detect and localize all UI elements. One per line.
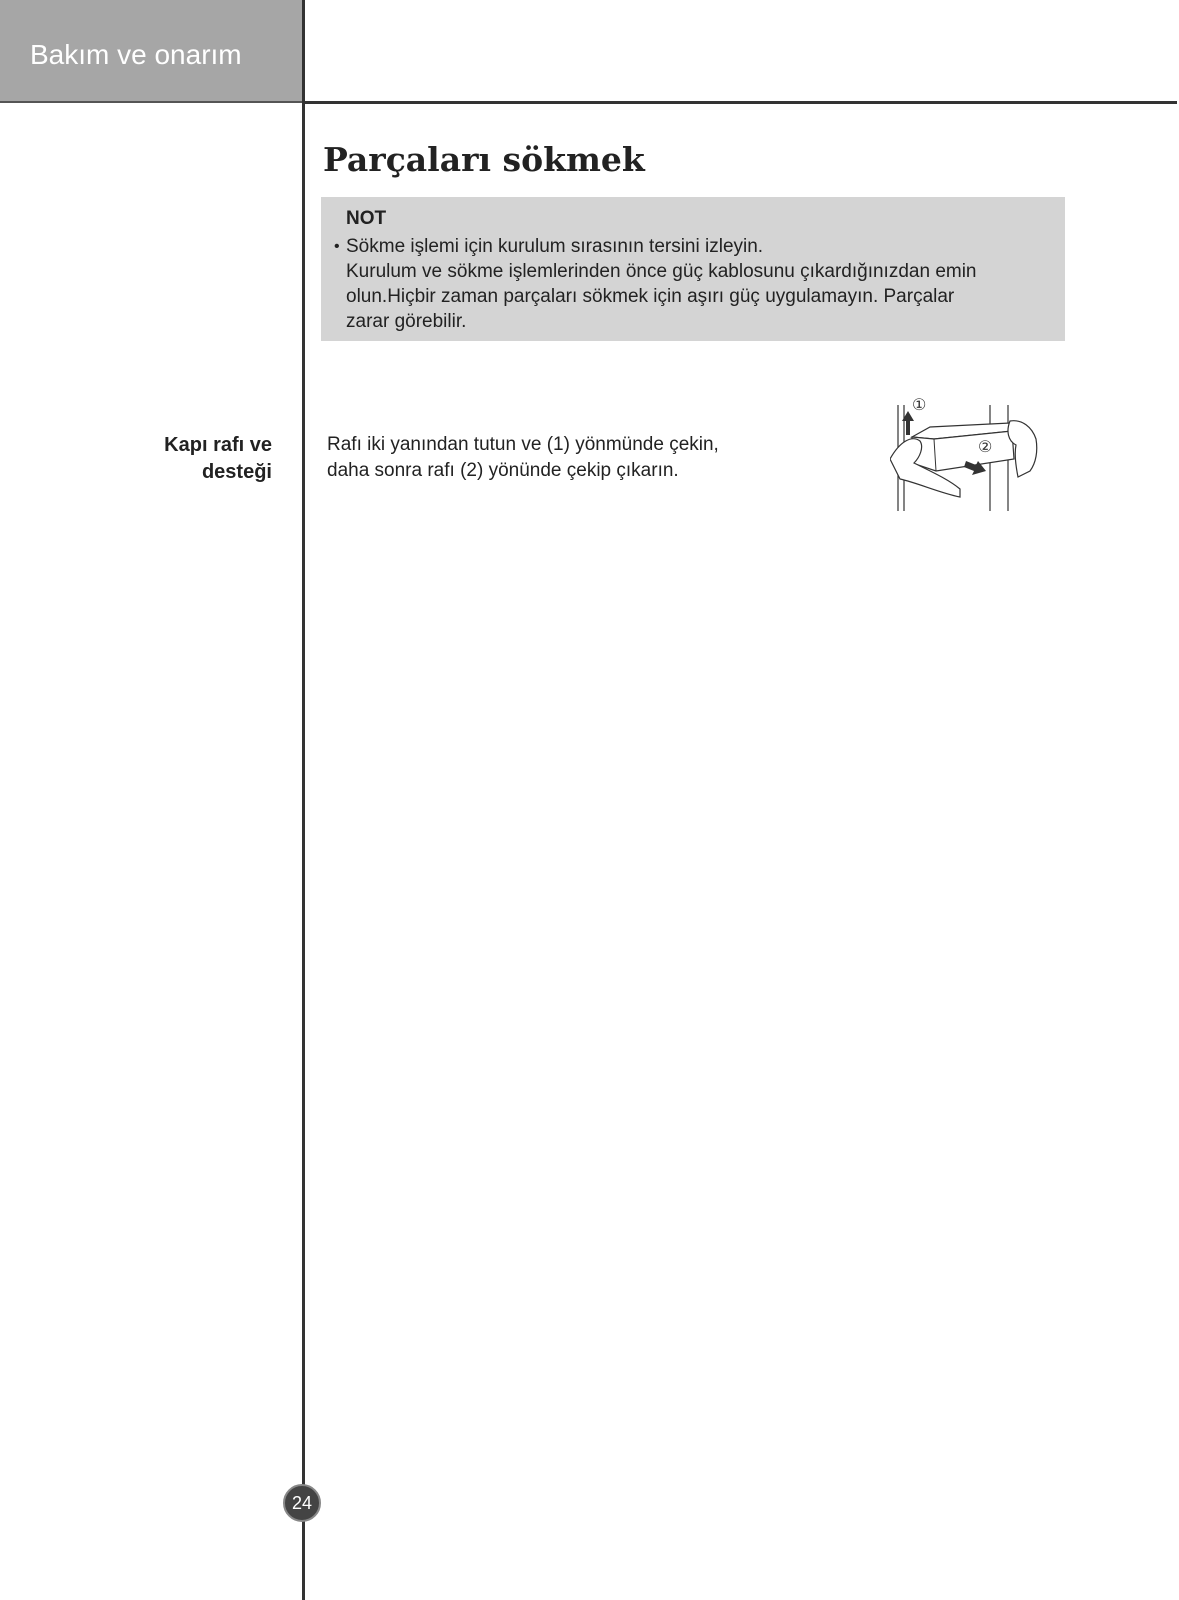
step1-marker: ① <box>912 397 927 414</box>
door-shelf-label-line: desteği <box>201 461 272 483</box>
instruction-line: Rafı iki yanından tutun ve (1) yönmünde çekin, <box>327 434 719 455</box>
door-shelf-label <box>60 432 272 486</box>
page-title: Parçaları sökmek <box>323 140 645 179</box>
note-box <box>321 197 1065 341</box>
note-heading: NOT <box>346 208 387 229</box>
note-line: zarar görebilir. <box>346 311 467 332</box>
vertical-divider <box>302 0 305 1600</box>
page-number: 24 <box>283 1484 321 1522</box>
section-title: Bakım ve onarım <box>30 39 242 70</box>
note-text <box>334 234 1051 334</box>
note-line: Sökme işlemi için kurulum sırasının tersini izleyin. <box>346 236 764 257</box>
door-shelf-label-line: Kapı rafı ve <box>164 434 272 456</box>
instruction-line: daha sonra rafı (2) yönünde çekip çıkarın. <box>327 460 679 481</box>
note-line: olun.Hiçbir zaman parçaları sökmek için aşırı güç uygulamayın. Parçalar <box>346 286 955 307</box>
header-divider <box>302 101 1177 104</box>
tab-underline <box>0 101 303 103</box>
section-tab <box>0 0 303 102</box>
step2-marker: ② <box>978 439 993 456</box>
door-shelf-removal-illustration-icon <box>890 397 1046 513</box>
door-shelf-instructions <box>327 432 847 484</box>
note-line: Kurulum ve sökme işlemlerinden önce güç kablosunu çıkardığınızdan emin <box>346 261 977 282</box>
note-bullet: • <box>334 238 340 255</box>
